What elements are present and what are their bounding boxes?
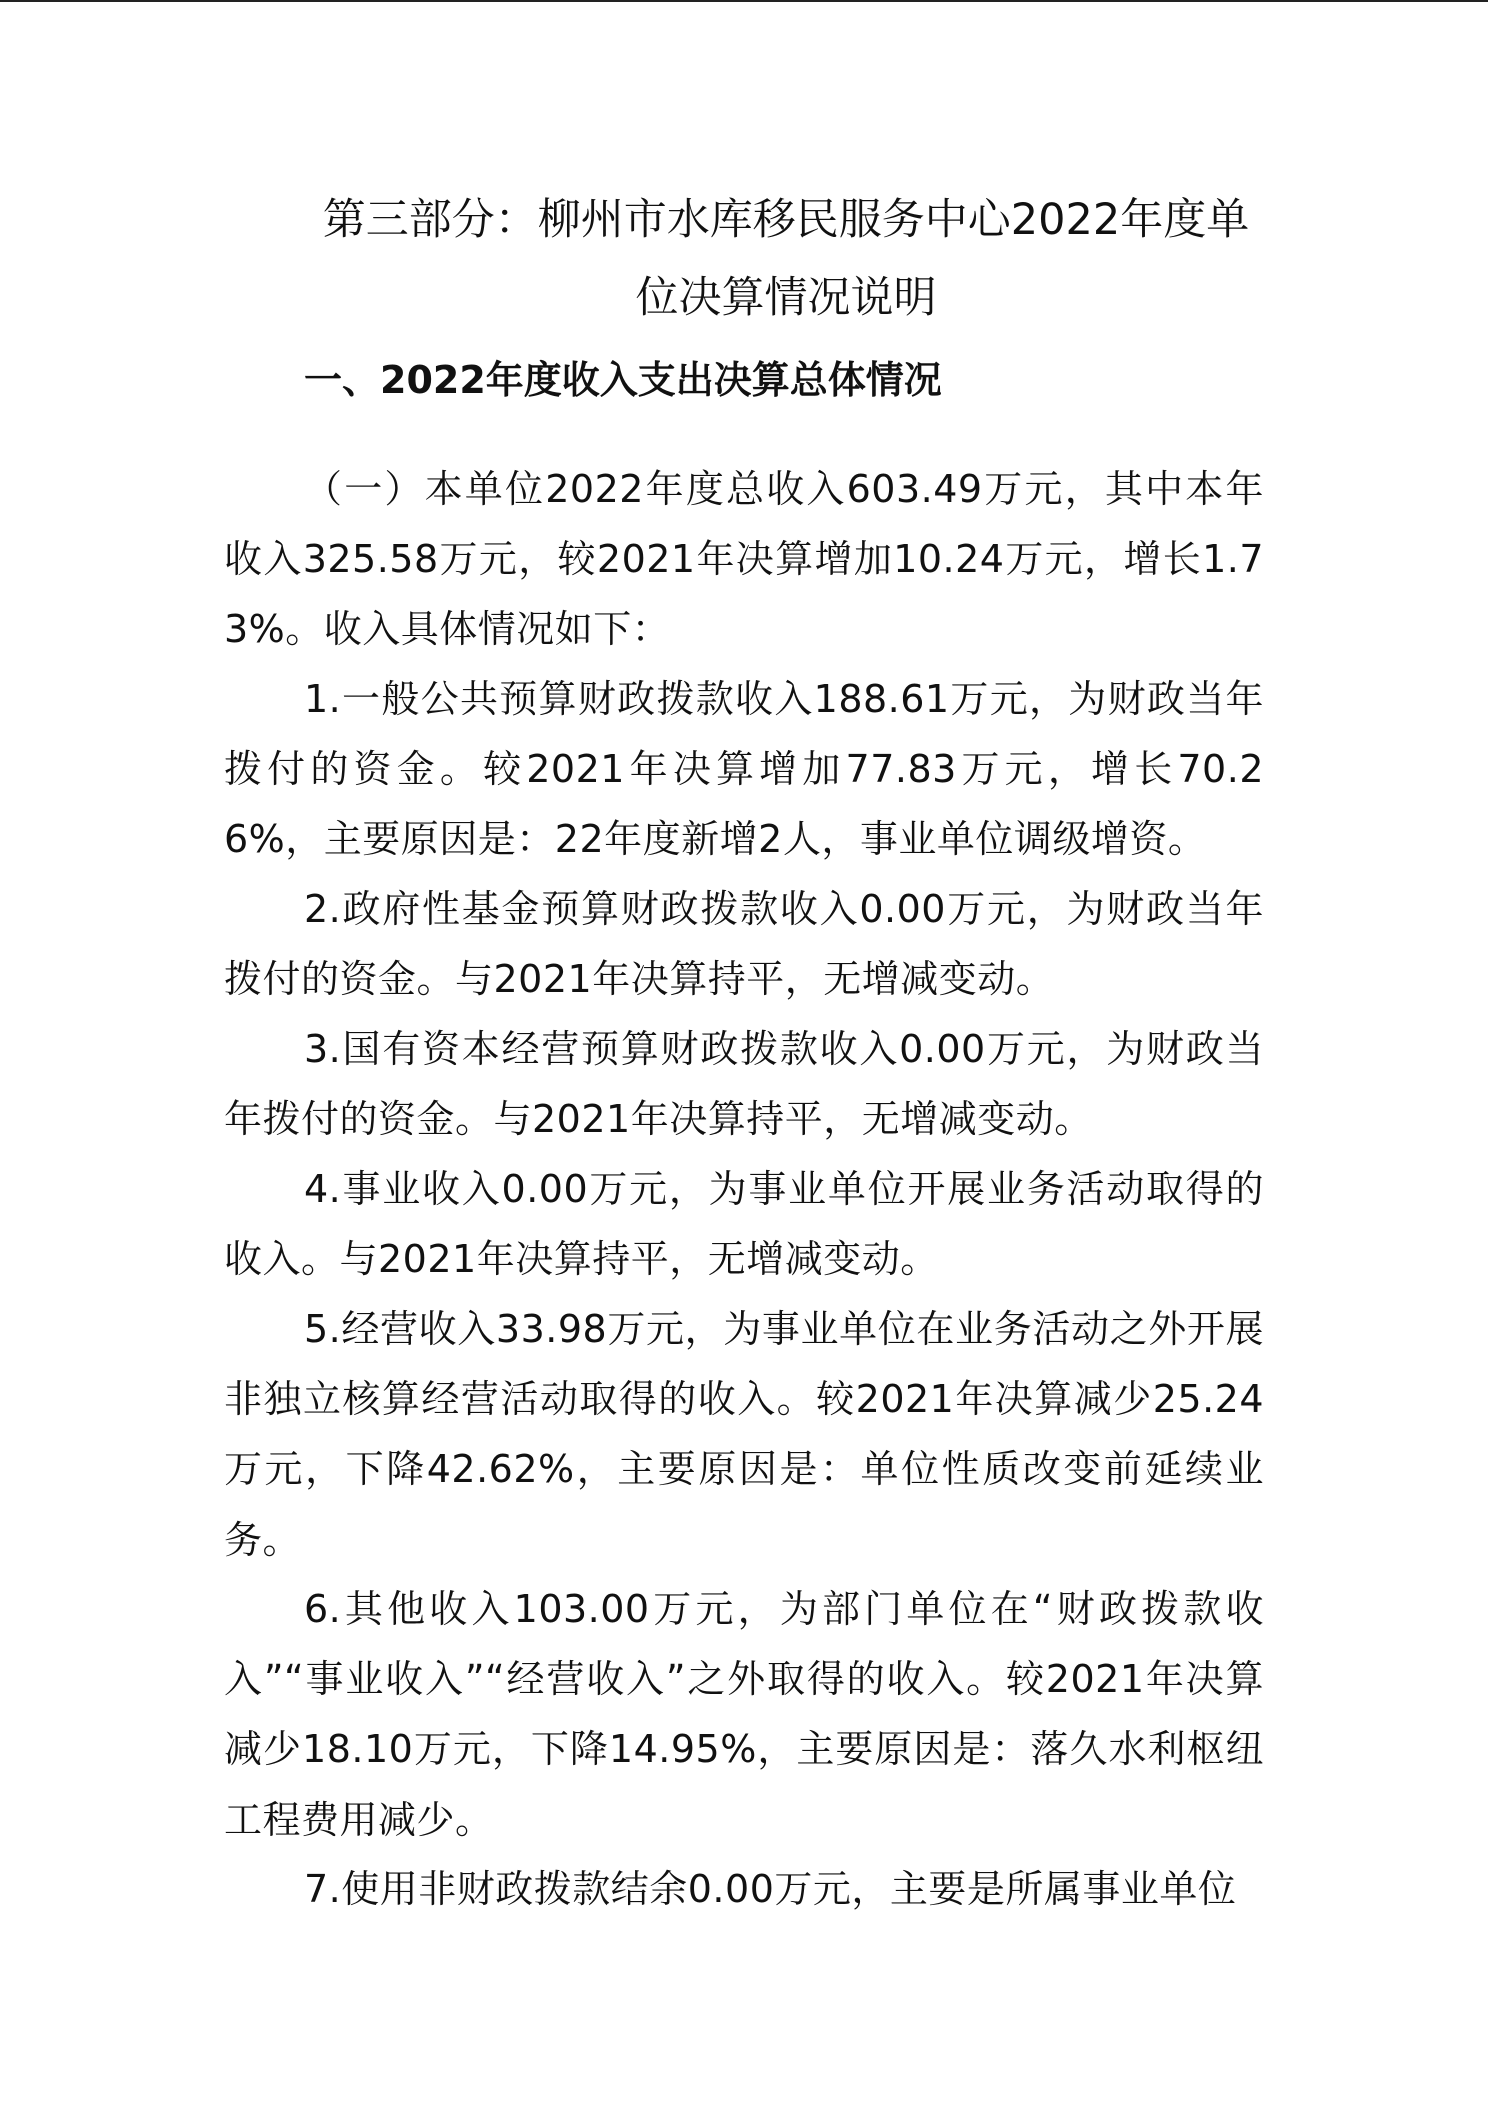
paragraph-item-5: 5.经营收入33.98万元，为事业单位在业务活动之外开展非独立核算经营活动取得的收入。较2021年决算减少25.24万元，下降42.62%，主要原因是：单位性质改变前延续业务。	[224, 1307, 1264, 1562]
page-top-border	[0, 0, 1488, 2]
paragraph-item-1: 1.一般公共预算财政拨款收入188.61万元，为财政当年拨付的资金。较2021年决算增加77.83万元，增长70.26%，主要原因是：22年度新增2人，事业单位调级增资。	[224, 677, 1264, 862]
paragraph-item-3: 3.国有资本经营预算财政拨款收入0.00万元，为财政当年拨付的资金。与2021年决算持平，无增减变动。	[224, 1027, 1264, 1142]
document-title-line-1: 第三部分：柳州市水库移民服务中心2022年度单	[322, 195, 1250, 245]
paragraph-item-7: 7.使用非财政拨款结余0.00万元，主要是所属事业单位	[304, 1867, 1237, 1911]
paragraph-item-2: 2.政府性基金预算财政拨款收入0.00万元，为财政当年拨付的资金。与2021年决算持平，无增减变动。	[224, 887, 1264, 1002]
document-title-line-2: 位决算情况说明	[635, 273, 937, 323]
paragraph-item-6: 6.其他收入103.00万元，为部门单位在“财政拨款收入”“事业收入”“经营收入”之外取得的收入。较2021年决算减少18.10万元，下降14.95%，主要原因是：落久水利枢纽工程费用减少。	[224, 1587, 1264, 1842]
section-heading: 一、2022年度收入支出决算总体情况	[304, 358, 942, 402]
paragraph-intro: （一）本单位2022年度总收入603.49万元，其中本年收入325.58万元，较2021年决算增加10.24万元，增长1.73%。收入具体情况如下：	[224, 467, 1264, 652]
paragraph-item-4: 4.事业收入0.00万元，为事业单位开展业务活动取得的收入。与2021年决算持平，无增减变动。	[224, 1167, 1264, 1282]
